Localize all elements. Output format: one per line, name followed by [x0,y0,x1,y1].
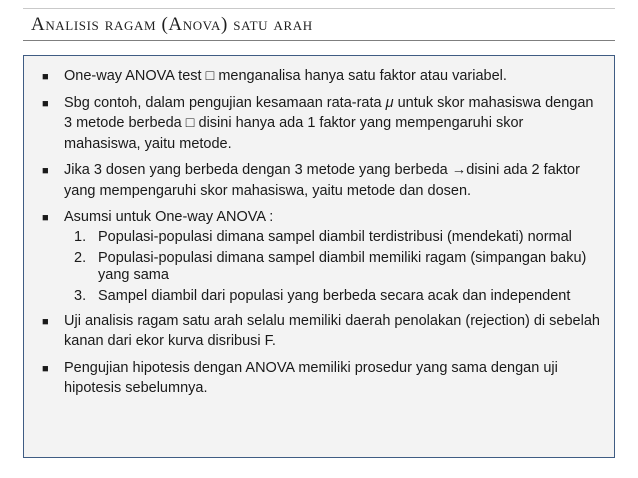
assumption-number: 2. [74,249,87,266]
square-bullet-icon: ■ [42,71,49,83]
mu-symbol: μ [385,94,394,111]
assumption-list [64,229,602,305]
bullet-item [42,358,602,399]
content-box [23,55,615,458]
bullet-item [42,207,602,305]
slide-title-bar [23,8,615,41]
square-bullet-icon: ■ [42,315,49,328]
bullet-text: One-way ANOVA test □ menganalisa hanya satu faktor atau variabel. [64,68,507,84]
assumption-item [64,288,602,305]
bullet-item [42,93,602,155]
bullet-list [42,66,602,405]
bullet-text: Pengujian hipotesis dengan ANOVA memiliki prosedur yang sama dengan uji hipotesis sebelumnya. [64,359,558,396]
assumption-number: 1. [74,228,87,245]
assumption-number: 3. [74,287,87,304]
square-bullet-icon: ■ [42,97,49,110]
assumption-item [64,229,602,246]
square-bullet-icon: ■ [42,362,49,375]
assumption-text: Populasi-populasi dimana sampel diambil memiliki ragam (simpangan baku) yang sama [98,249,587,283]
square-bullet-icon: ■ [42,212,49,224]
bullet-item [42,160,602,201]
bullet-item [42,311,602,352]
assumption-text: Populasi-populasi dimana sampel diambil terdistribusi (mendekati) normal [98,228,572,245]
bullet-text-part: Sbg contoh, dalam pengujian kesamaan rata-rata [64,94,386,111]
slide-title: Analisis ragam (Anova) satu arah [31,14,313,35]
bullet-item [42,66,602,87]
bullet-text: Jika 3 dosen yang berbeda dengan 3 metode yang berbeda →disini ada 2 faktor yang mempengaruhi skor mahasiswa, yaitu metode dan dosen. [64,162,580,199]
bullet-text: Asumsi untuk One-way ANOVA : [64,209,274,225]
square-bullet-icon: ■ [42,165,49,177]
bullet-text-part: untuk skor mahasiswa dengan 3 metode berbeda □ disini hanya ada 1 faktor yang mempengaruhi skor mahasiswa, yaitu metode. [64,94,594,152]
assumption-text: Sampel diambil dari populasi yang berbeda secara acak dan independent [98,287,571,304]
assumption-item [64,250,602,284]
bullet-text: Uji analisis ragam satu arah selalu memiliki daerah penolakan (rejection) di sebelah kanan dari ekor kurva disribusi F. [64,312,600,349]
